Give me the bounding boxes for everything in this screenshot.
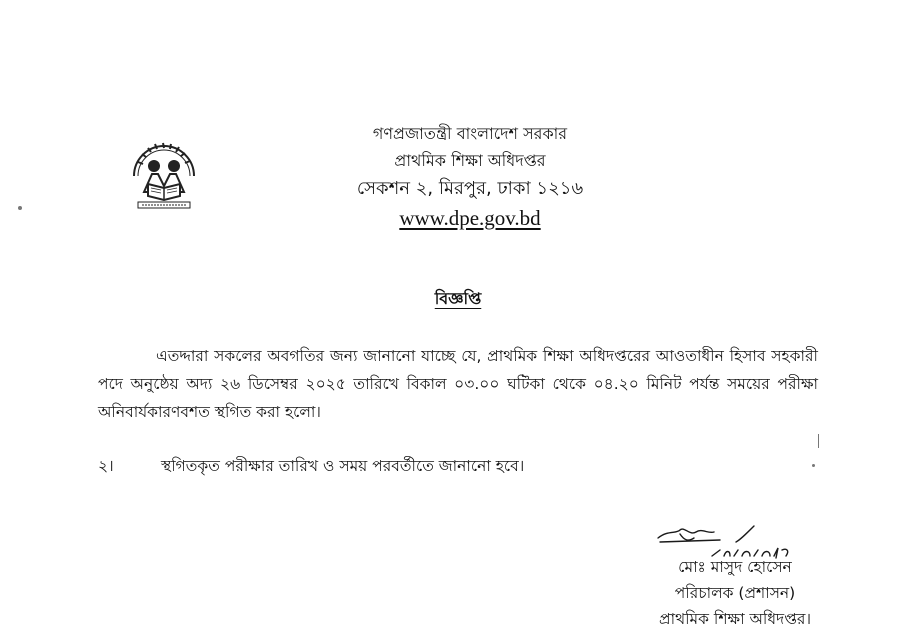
- signatory-name: মোঃ মাসুদ হোসেন: [678, 558, 792, 576]
- notice-paragraph: এতদ্দারা সকলের অবগতির জন্য জানানো যাচ্ছে যে, প্রাথমিক শিক্ষা অধিদপ্তরের আওতাধীন হিসাব সহকারী পদে অনুষ্ঠেয় অদ্য ২৬ ডিসেম্বর ২০২৫ তারিখে বিকাল ০৩.০০ ঘটিকা থেকে ০৪.২০ মিনিট পর্যন্ত সময়ের পরীক্ষা অনিবার্যকারণবশত স্থগিত করা হলো।: [98, 347, 818, 421]
- department-name: প্রাথমিক শিক্ষা অধিদপ্তর: [394, 151, 546, 170]
- scan-speck: [812, 464, 815, 467]
- notice-title: বিজ্ঞপ্তি: [434, 289, 482, 308]
- dpe-seal-icon: [124, 126, 204, 210]
- scan-speck: [818, 434, 819, 448]
- point-text: স্থগিতকৃত পরীক্ষার তারিখ ও সময় পরবর্তীতে জানানো হবে।: [160, 457, 525, 475]
- government-name: গণপ্রজাতন্ত্রী বাংলাদেশ সরকার: [372, 124, 568, 143]
- signatory-office: প্রাথমিক শিক্ষা অধিদপ্তর।: [659, 610, 811, 628]
- letterhead: [300, 120, 640, 232]
- signatory-designation: পরিচালক (প্রশাসন): [674, 584, 796, 602]
- website-link[interactable]: www.dpe.gov.bd: [399, 206, 541, 230]
- scan-speck: [18, 206, 22, 210]
- office-address: সেকশন ২, মিরপুর, ঢাকা ১২১৬: [356, 178, 584, 199]
- point-number: ২।: [98, 457, 114, 475]
- signatory-block: [610, 554, 860, 632]
- notice-point-2: [98, 452, 524, 480]
